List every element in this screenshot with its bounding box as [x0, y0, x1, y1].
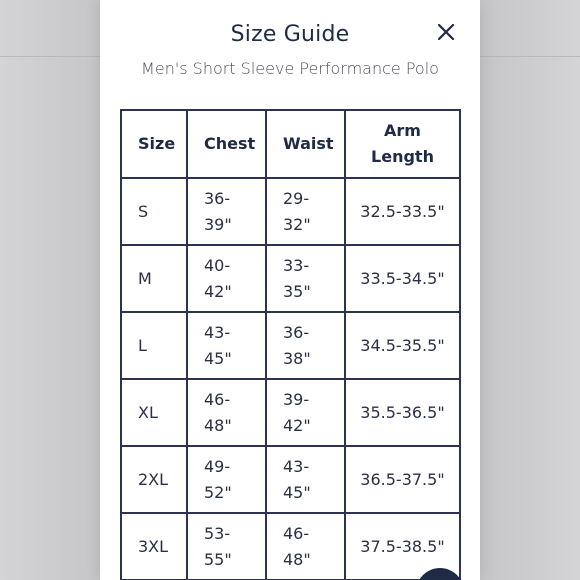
cell-arm-length: 32.5-33.5" — [345, 178, 460, 245]
cell-waist: 39- 42" — [266, 379, 345, 446]
header-chest: Chest — [187, 110, 266, 178]
cell-waist: 29- 32" — [266, 178, 345, 245]
table-row — [121, 446, 460, 513]
header-waist: Waist — [266, 110, 345, 178]
cell-chest: 53- 55" — [187, 513, 266, 580]
cell-chest: 40- 42" — [187, 245, 266, 312]
cell-chest: 49- 52" — [187, 446, 266, 513]
cell-size: 3XL — [121, 513, 187, 580]
cell-size: L — [121, 312, 187, 379]
size-table — [120, 109, 461, 580]
cell-size: S — [121, 178, 187, 245]
cell-chest: 46- 48" — [187, 379, 266, 446]
cell-chest: 43- 45" — [187, 312, 266, 379]
table-row — [121, 379, 460, 446]
backdrop-divider-right — [480, 56, 580, 57]
cell-size: XL — [121, 379, 187, 446]
table-row — [121, 178, 460, 245]
close-icon — [437, 23, 455, 41]
size-guide-modal — [100, 0, 480, 580]
cell-arm-length: 37.5-38.5" — [345, 513, 460, 580]
cell-size: M — [121, 245, 187, 312]
cell-arm-length: 36.5-37.5" — [345, 446, 460, 513]
cell-waist: 46- 48" — [266, 513, 345, 580]
backdrop-divider-left — [0, 56, 100, 57]
cell-waist: 43- 45" — [266, 446, 345, 513]
close-button[interactable] — [432, 18, 460, 46]
table-row — [121, 245, 460, 312]
table-row — [121, 513, 460, 580]
modal-title: Size Guide — [230, 22, 350, 47]
cell-waist: 36- 38" — [266, 312, 345, 379]
cell-size: 2XL — [121, 446, 187, 513]
modal-subtitle: Men's Short Sleeve Performance Polo — [141, 59, 439, 78]
table-header-row — [121, 110, 460, 178]
partial-close-icon — [210, 572, 220, 580]
header-size: Size — [121, 110, 187, 178]
header-arm-length: Arm Length — [345, 110, 460, 178]
cell-arm-length: 33.5-34.5" — [345, 245, 460, 312]
cell-arm-length: 35.5-36.5" — [345, 379, 460, 446]
cell-chest: 36- 39" — [187, 178, 266, 245]
table-body — [121, 178, 460, 580]
cell-waist: 33- 35" — [266, 245, 345, 312]
table-row — [121, 312, 460, 379]
cell-arm-length: 34.5-35.5" — [345, 312, 460, 379]
